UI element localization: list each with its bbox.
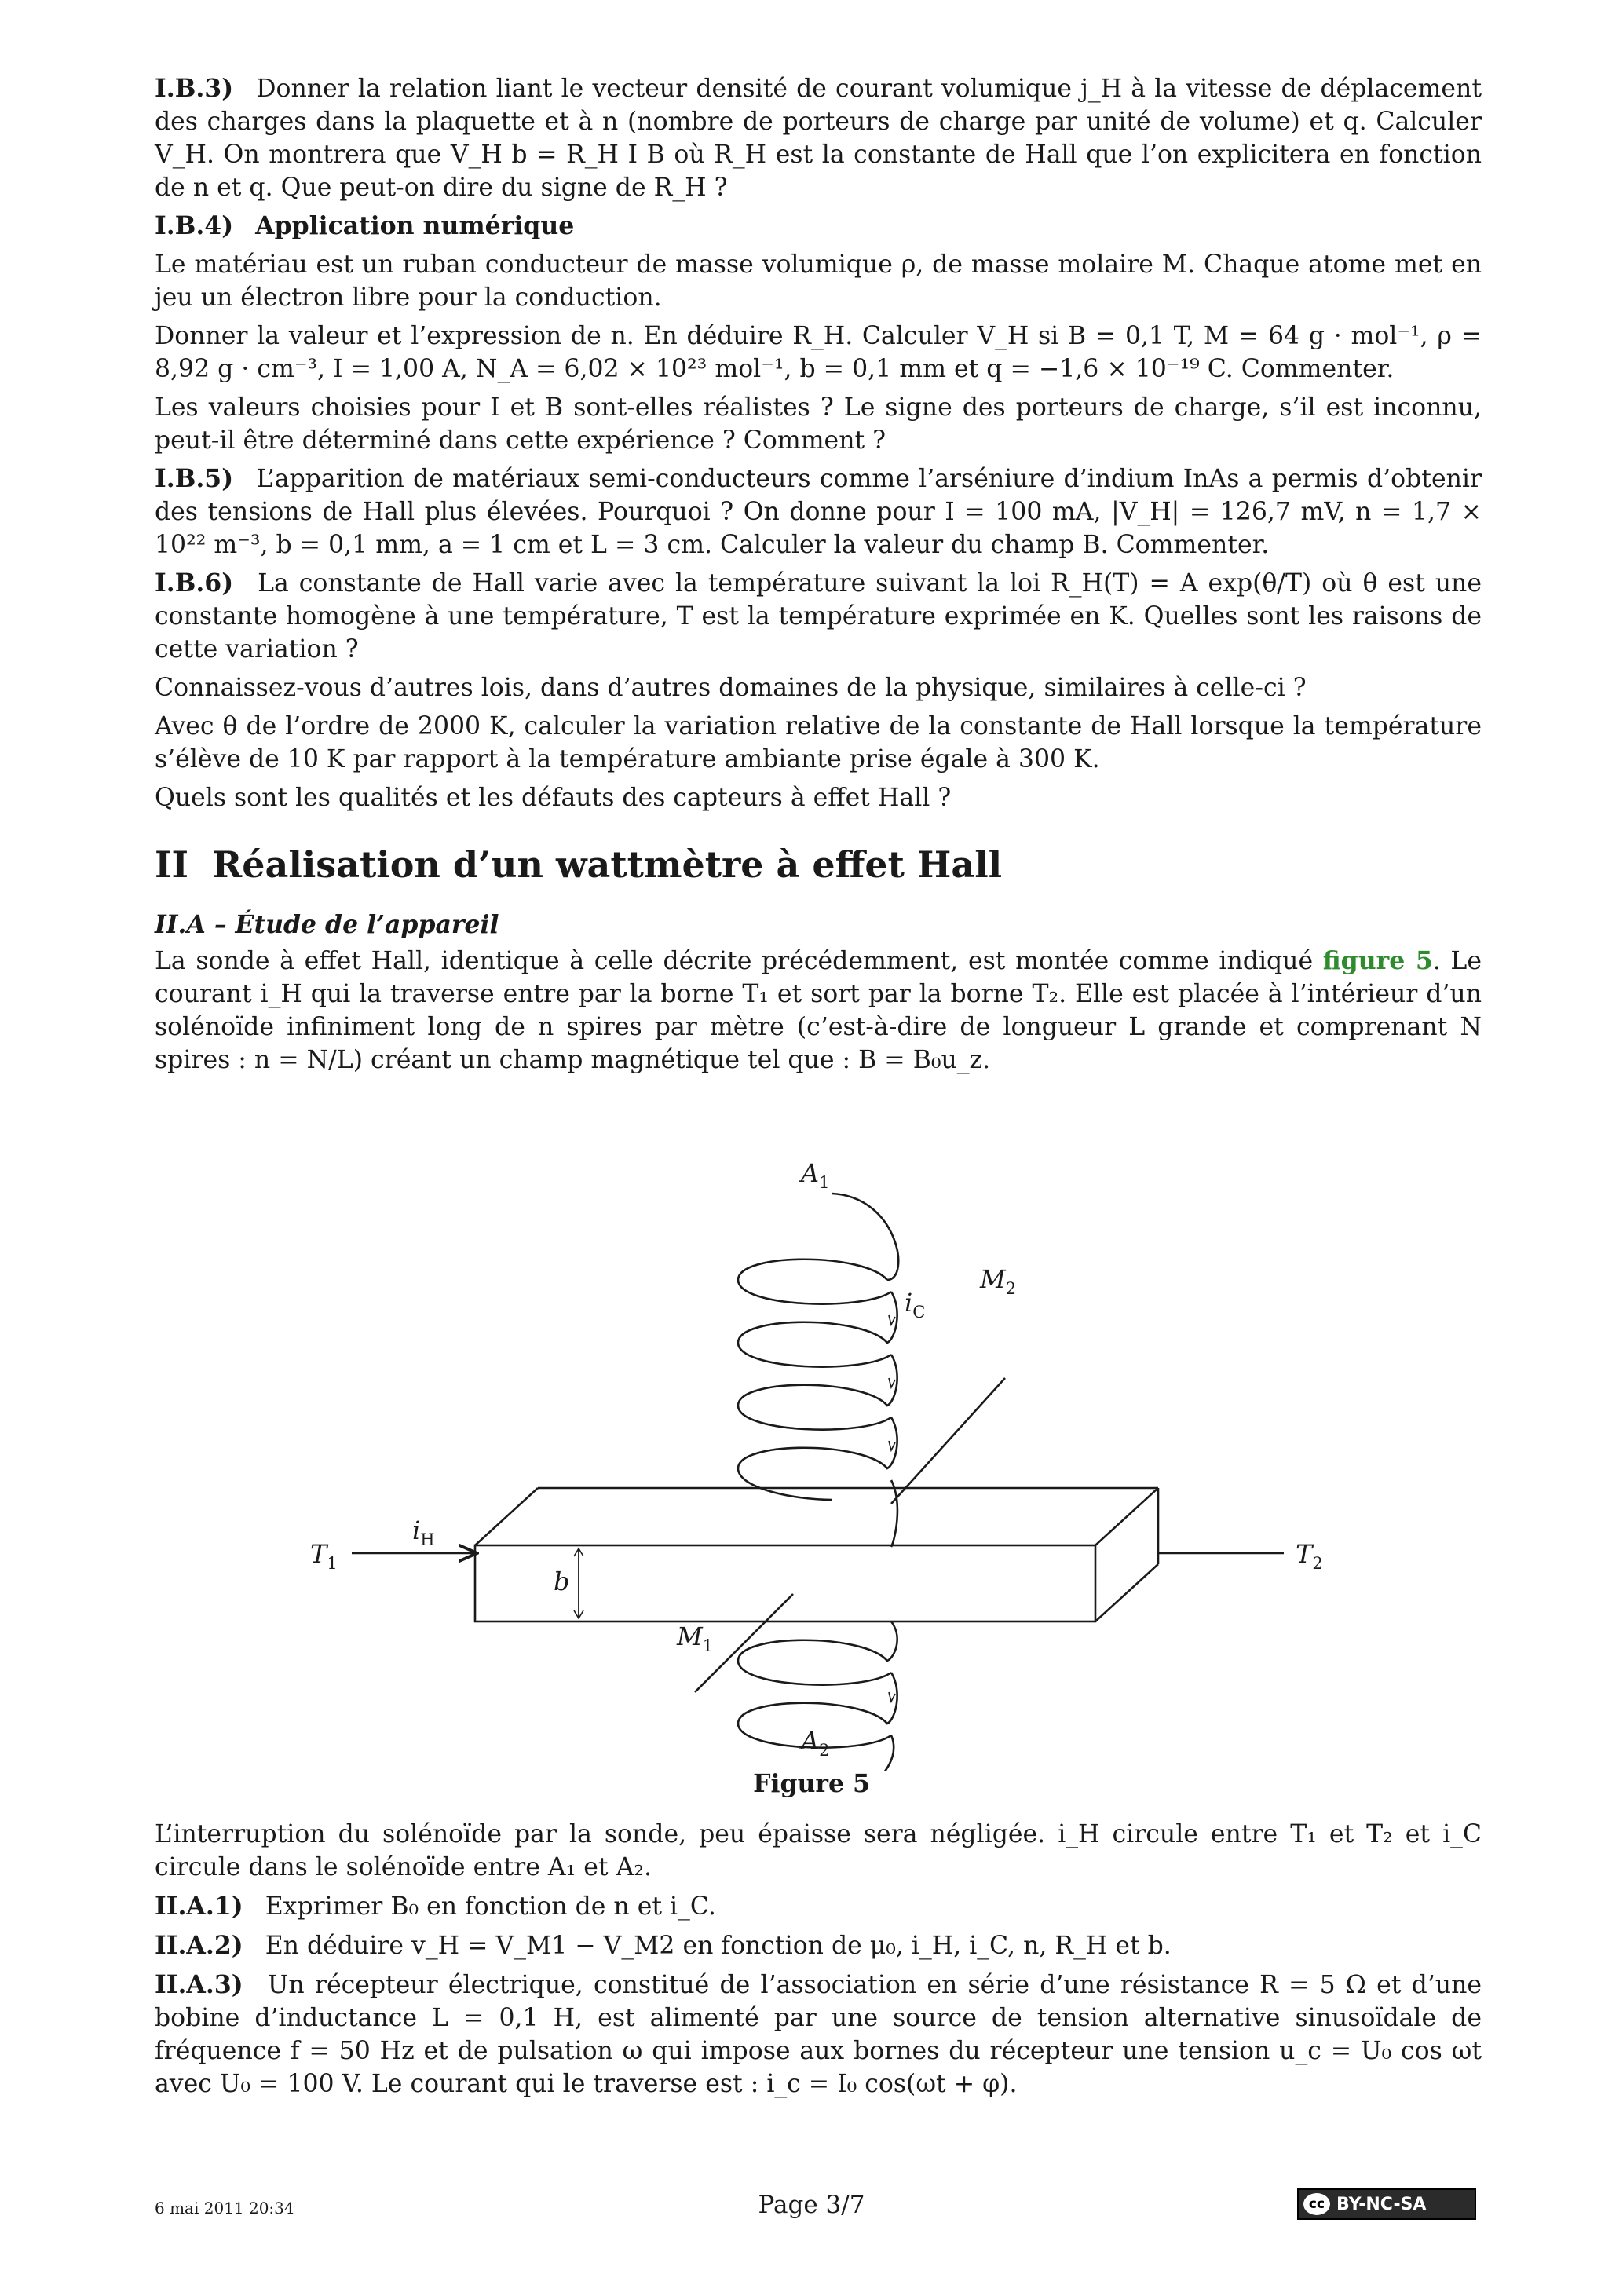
label-m1: $M_1$	[677, 1621, 714, 1655]
cc-icon: cc	[1303, 2193, 1330, 2215]
text-iia1: Exprimer B₀ en fonction de n et i_C.	[265, 1892, 716, 1921]
paragraph-ib6-3: Avec θ de l’ordre de 2000 K, calculer la variation relative de la constante de Hall lorsque la température s’élève de 10 K par rapport à la température ambiante prise égale à 300 K.	[155, 712, 1482, 773]
label-t1: $T_1$	[310, 1539, 338, 1573]
subsection-heading-iia: II.A – Étude de l’appareil	[155, 910, 499, 939]
paragraph-iia-1	[155, 945, 1482, 1077]
paragraph-iia1	[155, 1890, 1482, 1923]
label-ih: $i_H$	[412, 1515, 435, 1549]
label-b: b	[554, 1567, 570, 1596]
label-a1: $A_1$	[801, 1158, 830, 1192]
label-ib5: I.B.5)	[155, 464, 234, 493]
paragraph-ib6-2: Connaissez-vous d’autres lois, dans d’autres domaines de la physique, similaires à celle-ci ?	[155, 674, 1307, 702]
title-ib4: Application numérique	[255, 211, 575, 240]
paragraph-ib6-4: Quels sont les qualités et les défauts des capteurs à effet Hall ?	[155, 784, 952, 812]
text-iia3: Un récepteur électrique, constitué de l’association en série d’une résistance R = 5 Ω et d’une bobine d’inductance L = 0,1 H, est alimenté par une source de tension alternative sinusoïdale de fréquence f = 50 Hz et de pulsation ω qui impose aux bornes du récepteur une tension u_c = U₀ cos ωt avec U₀ = 100 V. Le courant qui le traverse est : i_c = I₀ cos(ωt + φ).	[155, 1971, 1482, 2098]
paragraph-ib5	[155, 462, 1482, 561]
paragraph-iia2	[155, 1929, 1482, 1962]
license-badge[interactable]	[1297, 2188, 1476, 2220]
label-t2: $T_2$	[1296, 1539, 1323, 1573]
page-content-after-figure	[155, 1818, 1482, 2106]
paragraph-ib3	[155, 72, 1482, 204]
paragraph-after-1: L’interruption du solénoïde par la sonde, peu épaisse sera négligée. i_H circule entre T₁ et T₂ et i_C circule dans le solénoïde entre A₁ et A₂.	[155, 1820, 1482, 1881]
figure-caption: Figure 5	[753, 1769, 870, 1798]
paragraph-ib6	[155, 567, 1482, 666]
label-ib3: I.B.3)	[155, 74, 234, 103]
label-a2: $A_2$	[801, 1726, 830, 1760]
label-m2: $M_2$	[980, 1264, 1017, 1298]
paragraph-ib4-3: Les valeurs choisies pour I et B sont-elles réalistes ? Le signe des porteurs de charge, s’il est inconnu, peut-il être déterminé dans cette expérience ? Comment ?	[155, 393, 1482, 455]
section-number: II	[155, 843, 189, 886]
label-ic: $i_C$	[905, 1288, 926, 1322]
label-iia2: II.A.2)	[155, 1931, 243, 1960]
paragraph-ib4-1: Le matériau est un ruban conducteur de masse volumique ρ, de masse molaire M. Chaque atome met en jeu un électron libre pour la conduction.	[155, 250, 1482, 312]
figure-link[interactable]: figure 5	[1322, 946, 1433, 975]
label-ib6: I.B.6)	[155, 569, 234, 598]
wire-m2	[891, 1378, 1005, 1504]
paragraph-iia3	[155, 1969, 1482, 2100]
section-title: Réalisation d’un wattmètre à effet Hall	[212, 843, 1003, 886]
page-content	[155, 72, 1482, 1082]
section-heading-ii	[155, 843, 1482, 887]
label-ib4: I.B.4)	[155, 211, 234, 240]
text-ib5: L’apparition de matériaux semi-conducteurs comme l’arséniure d’indium InAs a permis d’obtenir des tensions de Hall plus élevées. Pourquoi ? On donne pour I = 100 mA, |V_H| = 126,7 mV, n = 1,7 × 10²² m⁻³, b = 0,1 mm, a = 1 cm et L = 3 cm. Calculer la valeur du champ B. Commenter.	[155, 465, 1482, 559]
footer-date: 6 mai 2011 20:34	[155, 2199, 294, 2217]
hall-probe-bar	[475, 1488, 1158, 1621]
label-iia1: II.A.1)	[155, 1892, 243, 1921]
paragraph-ib4-2: Donner la valeur et l’expression de n. En déduire R_H. Calculer V_H si B = 0,1 T, M = 64 g · mol⁻¹, ρ = 8,92 g · cm⁻³, I = 1,00 A, N_A = 6,02 × 10²³ mol⁻¹, b = 0,1 mm et q = −1,6 × 10⁻¹⁹ C. Commenter.	[155, 322, 1482, 383]
figure-5-diagram	[0, 1143, 1623, 1771]
label-iia3: II.A.3)	[155, 1970, 243, 1999]
solenoid-coils-top	[738, 1260, 897, 1547]
license-text: BY-NC-SA	[1336, 2194, 1427, 2214]
text-ib6: La constante de Hall varie avec la température suivant la loi R_H(T) = A exp(θ/T) où θ est une constante homogène à une température, T est la température exprimée en K. Quelles sont les raisons de cette variation ?	[155, 569, 1482, 664]
text-iia-after: . Le courant i_H qui la traverse entre par la borne T₁ et sort par la borne T₂. Elle est placée à l’intérieur d’un solénoïde infiniment long de n spires par mètre (c’est-à-dire de longueur L grande et comprenant N spires : n = N/L) créant un champ magnétique tel que : B = B₀u_z.	[155, 947, 1482, 1074]
text-iia-before: La sonde à effet Hall, identique à celle décrite précédemment, est montée comme indiqué	[155, 947, 1323, 975]
heading-ib4	[155, 210, 1482, 243]
page-number: Page 3/7	[758, 2191, 865, 2219]
text-iia2: En déduire v_H = V_M1 − V_M2 en fonction de μ₀, i_H, i_C, n, R_H et b.	[265, 1932, 1172, 1960]
text-ib3: Donner la relation liant le vecteur densité de courant volumique j_H à la vitesse de déplacement des charges dans la plaquette et à n (nombre de porteurs de charge par unité de volume) et q. Calculer V_H. On montrera que V_H b = R_H I B où R_H est la constante de Hall que l’on explicitera en fonction de n et q. Que peut-on dire du signe de R_H ?	[155, 75, 1482, 202]
